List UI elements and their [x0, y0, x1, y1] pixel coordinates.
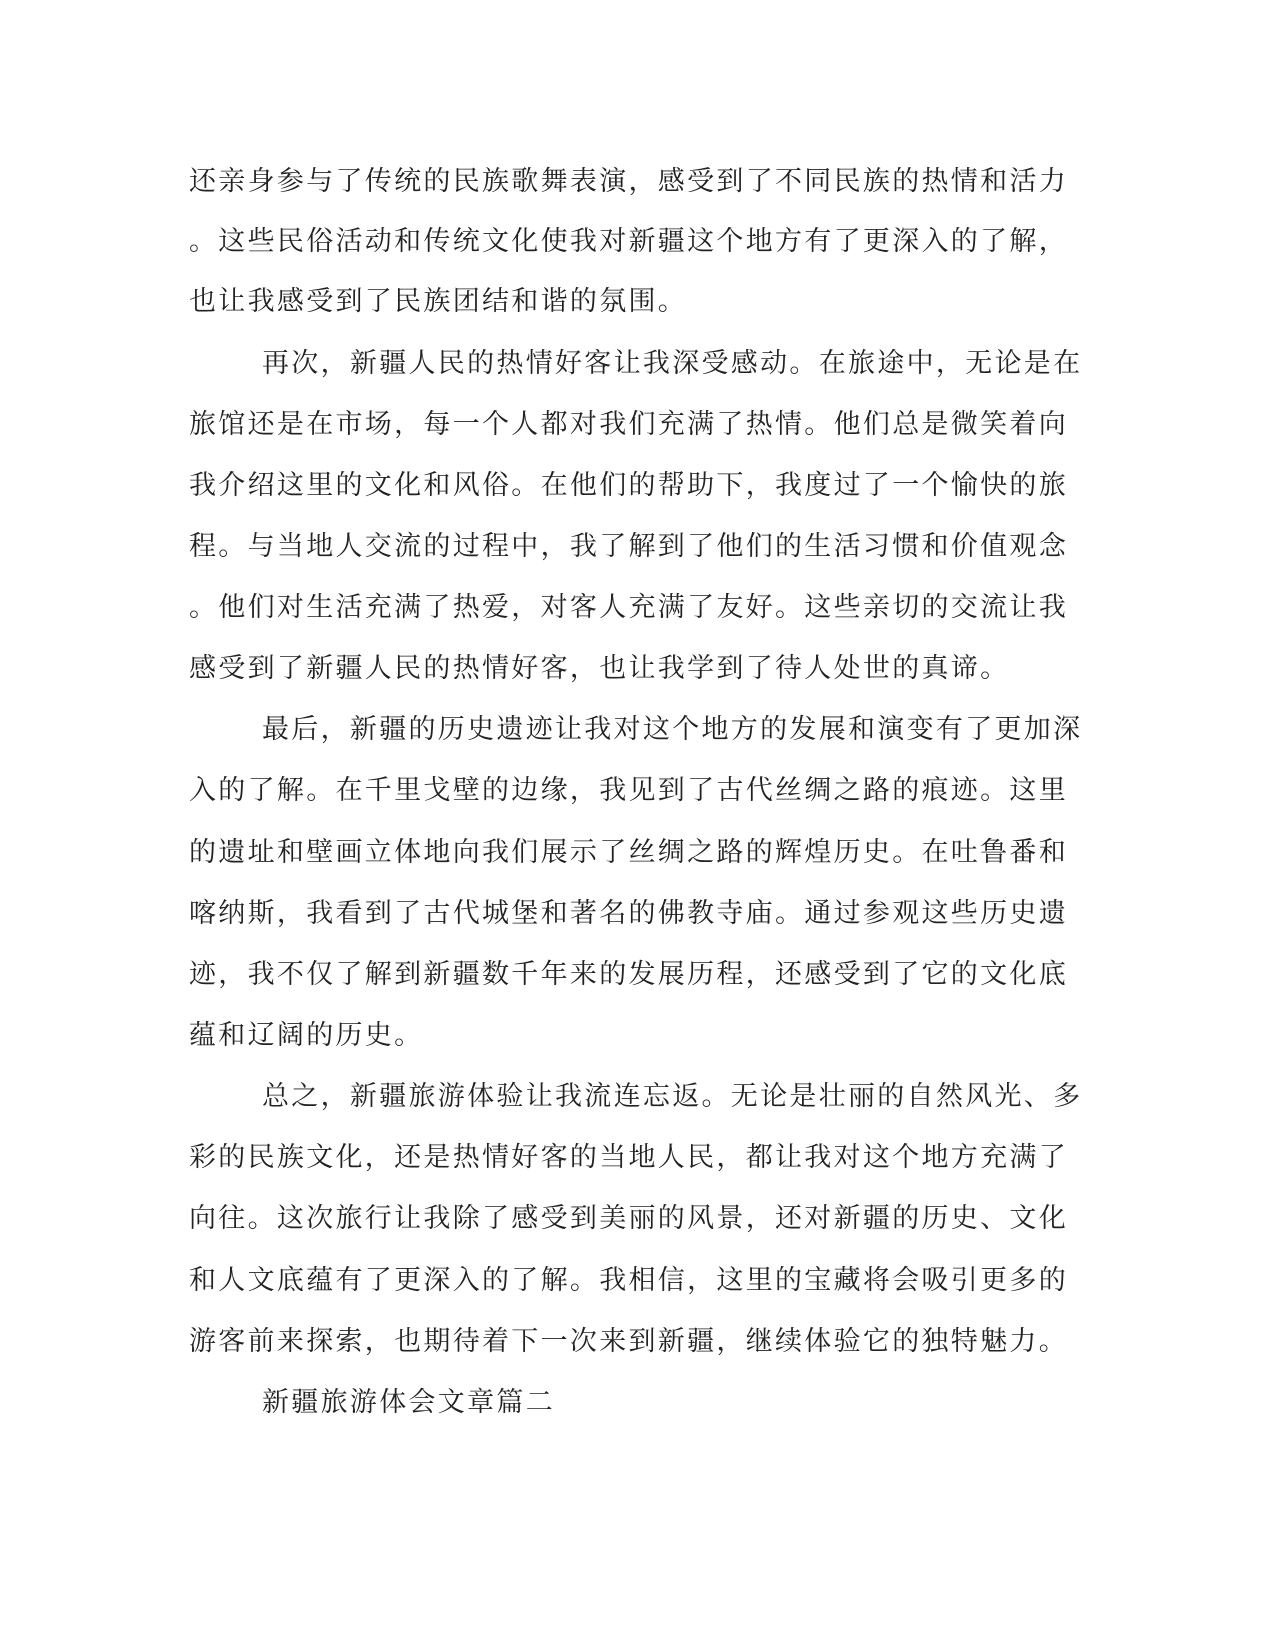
paragraph-line: 彩的民族文化，还是热情好客的当地人民，都让我对这个地方充满了: [189, 1142, 1068, 1173]
paragraph-line: 最后，新疆的历史遗迹让我对这个地方的发展和演变有了更加深: [262, 714, 1083, 745]
paragraph-line: 迹，我不仅了解到新疆数千年来的发展历程，还感受到了它的文化底: [189, 959, 1068, 990]
paragraph-line: 旅馆还是在市场，每一个人都对我们充满了热情。他们总是微笑着向: [189, 409, 1068, 440]
paragraph-line: 。他们对生活充满了热爱，对客人充满了友好。这些亲切的交流让我: [189, 592, 1068, 623]
section-heading: 新疆旅游体会文章篇二: [262, 1387, 555, 1418]
paragraph-line: 和人文底蕴有了更深入的了解。我相信，这里的宝藏将会吸引更多的: [189, 1265, 1068, 1296]
paragraph-line: 游客前来探索，也期待着下一次来到新疆，继续体验它的独特魅力。: [189, 1326, 1068, 1357]
paragraph-line: 程。与当地人交流的过程中，我了解到了他们的生活习惯和价值观念: [189, 531, 1068, 562]
paragraph-line: 我介绍这里的文化和风俗。在他们的帮助下，我度过了一个愉快的旅: [189, 470, 1068, 501]
paragraph-line: 也让我感受到了民族团结和谐的氛围。: [189, 286, 688, 317]
paragraph-line: 向往。这次旅行让我除了感受到美丽的风景，还对新疆的历史、文化: [189, 1203, 1068, 1234]
paragraph-line: 再次，新疆人民的热情好客让我深受感动。在旅途中，无论是在: [262, 348, 1083, 379]
paragraph-line: 感受到了新疆人民的热情好客，也让我学到了待人处世的真谛。: [189, 653, 1010, 684]
paragraph-line: 的遗址和壁画立体地向我们展示了丝绸之路的辉煌历史。在吐鲁番和: [189, 837, 1068, 868]
paragraph-line: 入的了解。在千里戈壁的边缘，我见到了古代丝绸之路的痕迹。这里: [189, 775, 1068, 806]
paragraph-line: 蕴和辽阔的历史。: [189, 1020, 424, 1051]
paragraph-line: 喀纳斯，我看到了古代城堡和著名的佛教寺庙。通过参观这些历史遗: [189, 898, 1068, 929]
paragraph-line: 还亲身参与了传统的民族歌舞表演，感受到了不同民族的热情和活力: [189, 166, 1068, 197]
paragraph-line: 。这些民俗活动和传统文化使我对新疆这个地方有了更深入的了解，: [189, 226, 1068, 257]
paragraph-line: 总之，新疆旅游体验让我流连忘返。无论是壮丽的自然风光、多: [262, 1081, 1083, 1112]
